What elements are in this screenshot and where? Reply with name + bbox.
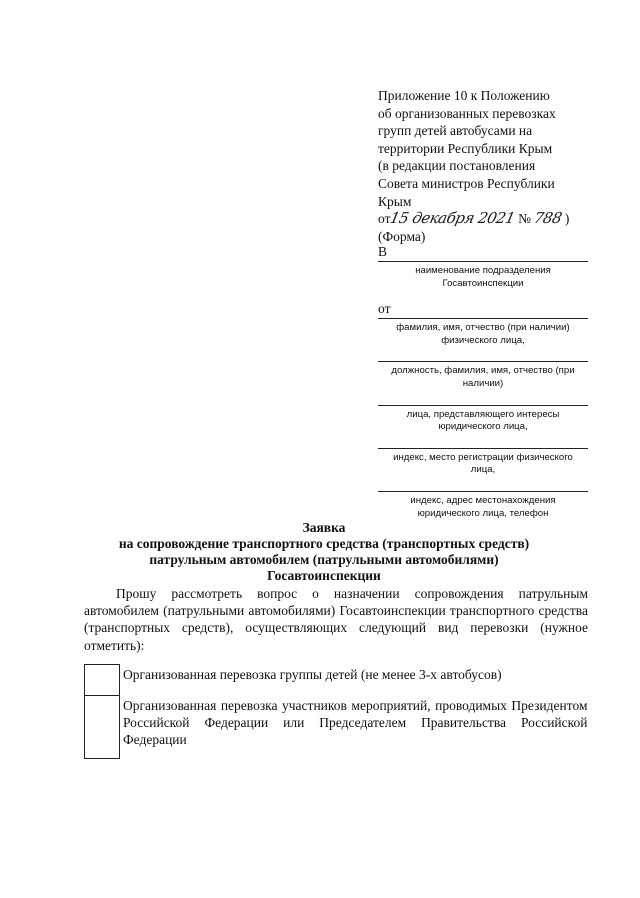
representative-field[interactable] <box>378 391 588 406</box>
header-line: групп детей автобусами на <box>378 123 533 139</box>
option-label: Организованная перевозка группы детей (не менее 3-х автобусов) <box>123 666 502 682</box>
to-field[interactable] <box>378 243 588 262</box>
from-field[interactable] <box>378 300 588 319</box>
form-label: (Форма) <box>378 228 426 244</box>
appendix-header <box>378 87 588 245</box>
option-label: Организованная перевозка участников мероприятий, проводимых Президентом Российской Федерации или Председателем Правительства Российской Федерации <box>123 697 588 747</box>
transport-options <box>84 664 588 759</box>
title-line: Госавтоинспекции <box>267 568 381 583</box>
option-checkbox-children[interactable] <box>85 665 120 696</box>
from-caption-registration: индекс, место регистрации физического лица, <box>393 451 573 476</box>
to-caption: наименование подразделения Госавтоинспекции <box>415 265 551 289</box>
from-caption-person: фамилия, имя, отчество (при наличии) физического лица, <box>396 322 570 346</box>
header-line: территории Республики Крым <box>378 140 553 156</box>
from-caption-address: индекс, адрес местонахождения юридического лица, телефон <box>410 494 556 519</box>
position-field[interactable] <box>378 347 588 362</box>
header-line: (в редакции постановления <box>378 158 536 174</box>
header-line: Приложение 10 к Положению <box>378 88 550 103</box>
number-prefix: № <box>518 211 532 227</box>
option-row <box>85 665 588 696</box>
request-paragraph: Прошу рассмотреть вопрос о назначении сопровождения патрульным автомобилем (патрульными автомобилями) Госавтоинспекции транспортного средства (транспортных средств), осуществляющих следующий вид перевозки (нужное отметить): <box>84 586 588 653</box>
from-label: от <box>378 301 391 317</box>
from-caption-position: должность, фамилия, имя, отчество (при наличии) <box>391 365 575 389</box>
address-field[interactable] <box>378 477 588 492</box>
option-row <box>85 696 588 759</box>
closing-paren: ) <box>564 211 570 227</box>
addressee-form <box>378 243 588 520</box>
header-line: Совета министров Республики <box>378 175 555 191</box>
from-caption-representative: лица, представляющего интересы юридического лица, <box>406 408 560 433</box>
handwritten-number: 788 <box>532 209 564 228</box>
resolution-date-line <box>378 210 588 228</box>
request-body <box>84 585 588 654</box>
header-line: об организованных перевозках <box>378 105 556 121</box>
to-label: В <box>378 244 388 259</box>
handwritten-date: 15 декабря 2021 <box>388 209 517 228</box>
option-checkbox-events[interactable] <box>85 696 120 759</box>
registration-field[interactable] <box>378 434 588 449</box>
title-line: на сопровождение транспортного средства (транспортных средств) <box>118 536 530 551</box>
title-line: Заявка <box>302 520 346 535</box>
title-line: патрульным автомобилем (патрульными автомобилями) <box>149 552 499 567</box>
application-title <box>60 520 588 584</box>
header-line: Крым <box>378 193 412 209</box>
date-prefix: от <box>378 211 391 227</box>
